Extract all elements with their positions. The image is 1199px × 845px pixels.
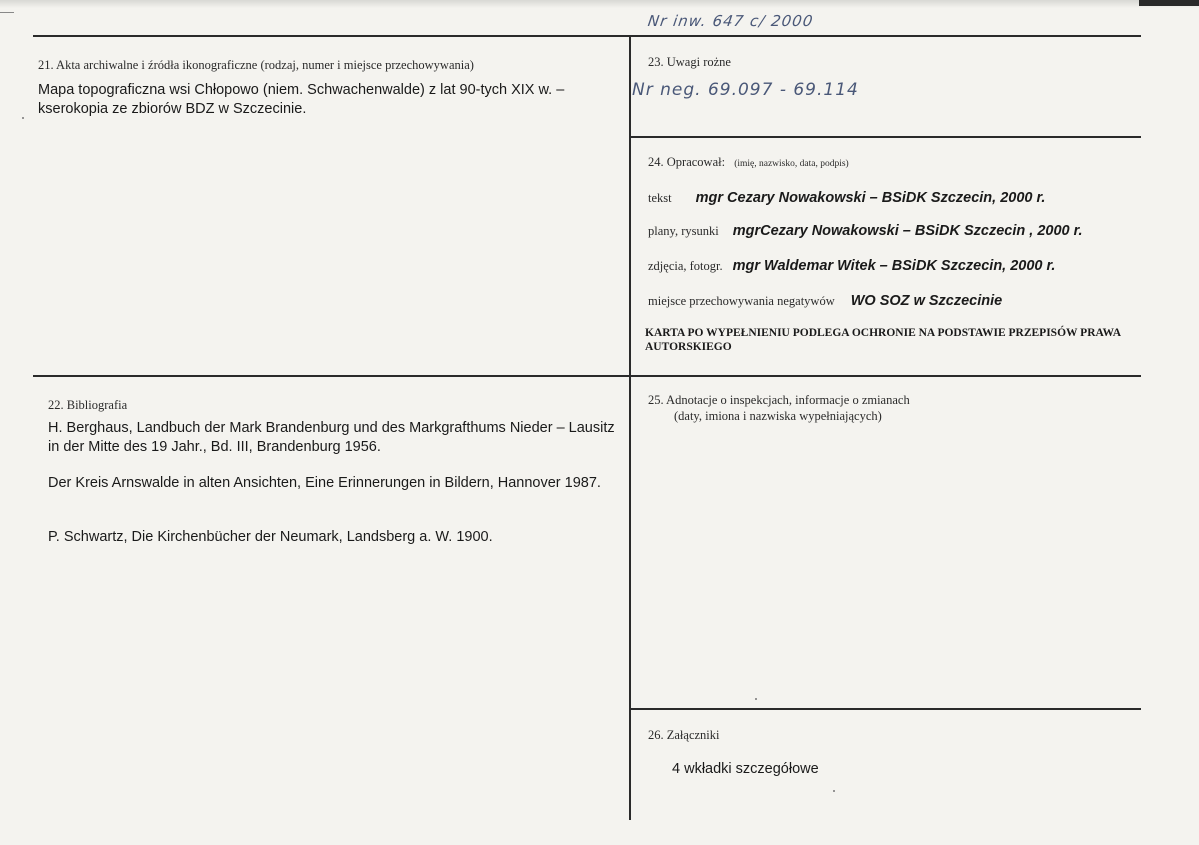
author-row-photos (648, 258, 1055, 274)
author-row-value: mgr Cezary Nowakowski – BSiDK Szczecin, 2000 r. (695, 190, 1046, 206)
copyright-notice: KARTA PO WYPEŁNIENIU PODLEGA OCHRONIE NA PODSTAWIE PRZEPISÓW PRAWA AUTORSKIEGO (645, 327, 1121, 353)
scan-edge-shadow (0, 0, 1199, 8)
center-divider (629, 35, 631, 820)
author-row-text (648, 190, 1045, 206)
author-row-label: plany, rysunki (648, 224, 719, 238)
author-row-value: mgr Waldemar Witek – BSiDK Szczecin, 2000 r. (732, 258, 1056, 274)
author-row-negatives (648, 293, 1002, 309)
section-25-sublabel: (daty, imiona i nazwiska wypełniających) (674, 409, 882, 423)
author-row-label: tekst (648, 191, 672, 205)
scan-speck (22, 117, 24, 119)
section-24-subtitle: (imię, nazwisko, data, podpis) (734, 159, 849, 169)
scan-speck (755, 698, 757, 700)
section-24-title: 24. Opracował: (648, 155, 726, 169)
attachments-text: 4 wkładki szczegółowe (672, 761, 819, 777)
corner-mark (0, 12, 14, 13)
bibliography-entry: H. Berghaus, Landbuch der Mark Brandenburg und des Markgrafthums Nieder – Lausitz in der Mitte des 19 Jahr., Bd. III, Brandenburg 1956. (48, 420, 615, 455)
bibliography-entry: Der Kreis Arnswalde in alten Ansichten, Eine Erinnerungen in Bildern, Hannover 1987. (48, 475, 601, 491)
section-21-text: Mapa topograficzna wsi Chłopowo (niem. Schwachenwalde) z lat 90-tych XIX w. – kserokopia ze zbiorów BDZ w Szczecinie. (38, 82, 565, 117)
rule-25-26 (630, 708, 1141, 710)
rule-middle (33, 375, 1141, 377)
inventory-number: Nr inw. 647 c/ 2000 (646, 12, 815, 30)
section-25-label: 25. Adnotacje o inspekcjach, informacje o zmianach (648, 393, 910, 407)
author-row-value: mgrCezary Nowakowski – BSiDK Szczecin , 2000 r. (732, 223, 1083, 239)
section-22-label: 22. Bibliografia (48, 398, 128, 412)
section-26-label: 26. Załączniki (648, 728, 720, 742)
author-row-value: WO SOZ w Szczecinie (850, 293, 1003, 309)
author-row-label: zdjęcia, fotogr. (648, 259, 723, 273)
scan-speck (833, 790, 835, 792)
scan-edge-bar (1139, 0, 1199, 6)
author-row-label: miejsce przechowywania negatywów (648, 294, 835, 308)
bibliography-entry: P. Schwartz, Die Kirchenbücher der Neumark, Landsberg a. W. 1900. (48, 529, 493, 545)
rule-23-24 (630, 136, 1141, 138)
top-rule (33, 35, 1141, 37)
section-23-label: 23. Uwagi rożne (648, 55, 731, 69)
section-21-label: 21. Akta archiwalne i źródła ikonograficzne (rodzaj, numer i miejsce przechowywania) (38, 58, 474, 72)
section-24-label (648, 155, 849, 170)
author-row-plans (648, 223, 1082, 239)
negative-numbers-handwritten: Nr neg. 69.097 - 69.114 (632, 80, 859, 100)
